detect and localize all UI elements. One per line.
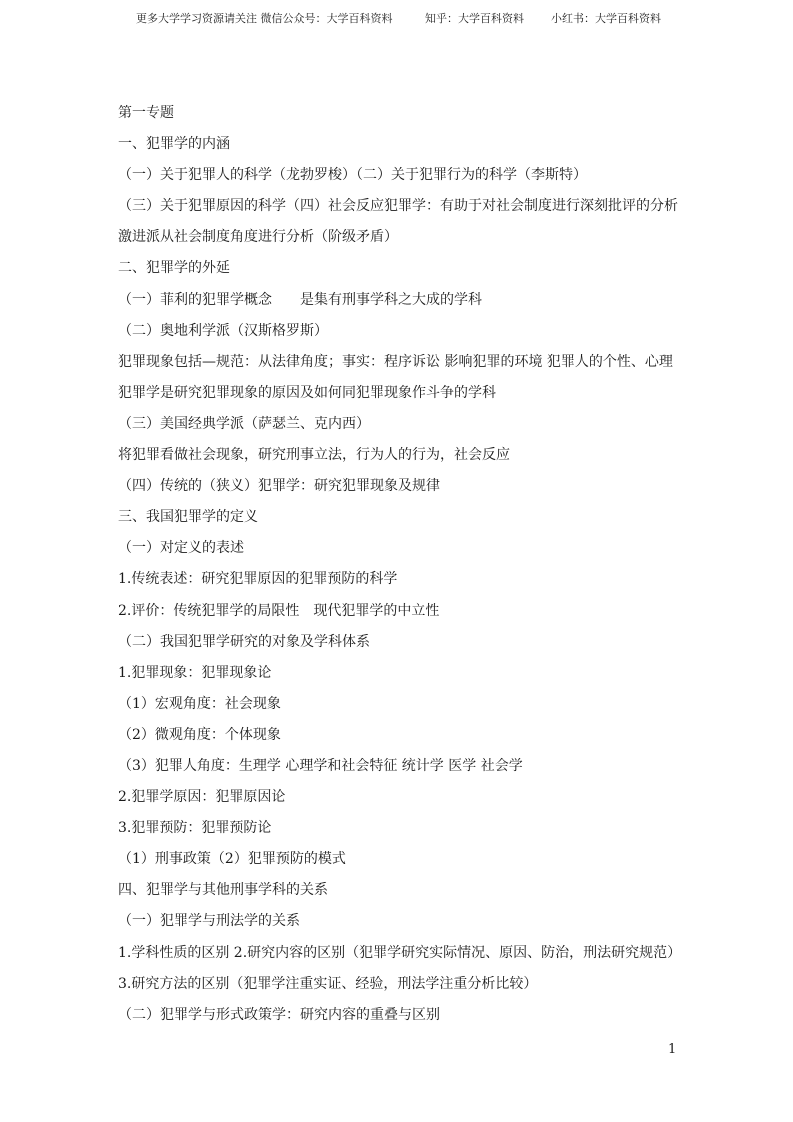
header-xiaohongshu: 小红书：大学百科资料 xyxy=(551,12,661,25)
text-line: （2）微观角度：个体现象 xyxy=(118,726,281,743)
text-line: （3）犯罪人角度：生理学 心理学和社会特征 统计学 医学 社会学 xyxy=(118,757,523,774)
text-line: （1）刑事政策（2）犯罪预防的模式 xyxy=(118,851,346,868)
text-line: 3.研究方法的区别（犯罪学注重实证、经验，刑法学注重分析比较） xyxy=(118,975,538,992)
text-line: 3.犯罪预防：犯罪预防论 xyxy=(118,820,272,837)
text-line: 2.评价：传统犯罪学的局限性 现代犯罪学的中立性 xyxy=(118,602,440,619)
text-line: （二）我国犯罪学研究的对象及学科体系 xyxy=(118,633,370,650)
header-zhihu: 知乎：大学百科资料 xyxy=(425,12,524,25)
text-line: （1）宏观角度：社会现象 xyxy=(118,695,281,712)
text-line: （二）奥地利学派（汉斯格罗斯） xyxy=(118,322,328,339)
text-line: 二、犯罪学的外延 xyxy=(118,260,230,277)
header-wechat: 更多大学学习资源请关注 微信公众号：大学百科资料 xyxy=(136,12,393,25)
text-line: （三）美国经典学派（萨瑟兰、克内西） xyxy=(118,415,370,432)
text-line: 四、犯罪学与其他刑事学科的关系 xyxy=(118,882,328,899)
text-line: （一）菲利的犯罪学概念 是集有刑事学科之大成的学科 xyxy=(118,291,482,308)
text-line: （四）传统的（狭义）犯罪学：研究犯罪现象及规律 xyxy=(118,478,440,495)
text-line: 三、我国犯罪学的定义 xyxy=(118,509,258,526)
document-body xyxy=(118,102,698,1035)
text-line: 犯罪现象包括—规范：从法律角度；事实：程序诉讼 影响犯罪的环境 犯罪人的个性、心理 xyxy=(118,353,673,370)
document-title: 第一专题 xyxy=(118,105,174,121)
text-line: （一）关于犯罪人的科学（龙勃罗梭）（二）关于犯罪行为的科学（李斯特） xyxy=(118,167,587,184)
text-line: 1.学科性质的区别 2.研究内容的区别（犯罪学研究实际情况、原因、防治，刑法研究规范） xyxy=(118,944,682,961)
text-line: 将犯罪看做社会现象，研究刑事立法，行为人的行为，社会反应 xyxy=(118,447,510,464)
page-number: 1 xyxy=(668,1042,677,1057)
text-line: 激进派从社会制度角度进行分析（阶级矛盾） xyxy=(118,229,398,246)
text-line: 犯罪学是研究犯罪现象的原因及如何同犯罪现象作斗争的学科 xyxy=(118,384,496,401)
text-line: 1.传统表述：研究犯罪原因的犯罪预防的科学 xyxy=(118,571,398,588)
text-line: （三）关于犯罪原因的科学（四）社会反应犯罪学：有助于对社会制度进行深刻批评的分析 xyxy=(118,198,678,215)
text-line: 2.犯罪学原因：犯罪原因论 xyxy=(118,789,286,806)
text-line: （一）犯罪学与刑法学的关系 xyxy=(118,913,300,930)
text-line: 一、犯罪学的内涵 xyxy=(118,136,230,153)
text-line: （一）对定义的表述 xyxy=(118,540,244,557)
text-line: （二）犯罪学与形式政策学：研究内容的重叠与区别 xyxy=(118,1006,440,1023)
text-line: 1.犯罪现象：犯罪现象论 xyxy=(118,664,272,681)
